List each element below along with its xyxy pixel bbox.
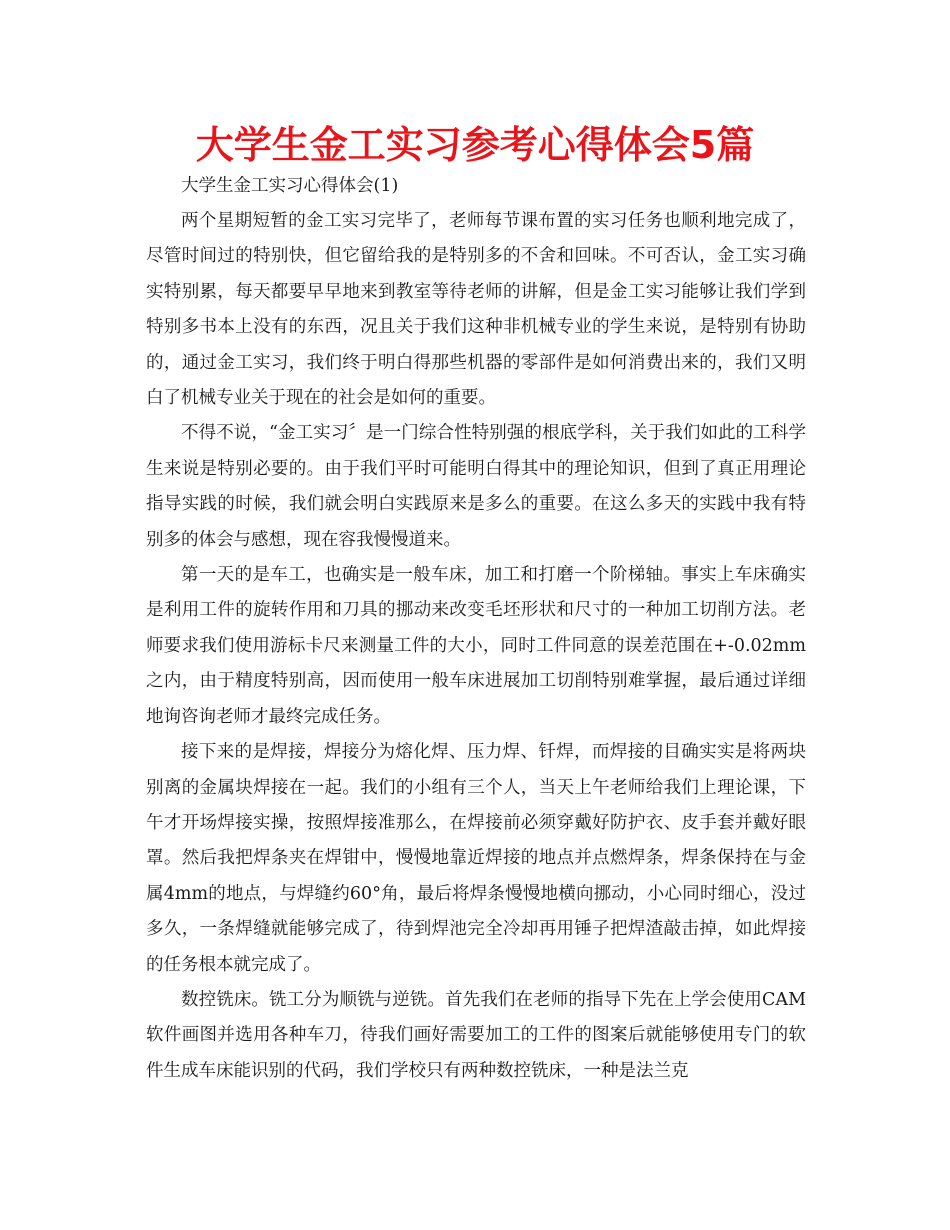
section-subtitle: 大学生金工实习心得体会(1) (181, 176, 399, 196)
paragraph-5: 数控铣床。铣工分为顺铣与逆铣。首先我们在老师的指导下先在上学会使用CAM软件画图并选用各种车刀，待我们画好需要加工的工件的图案后就能够使用专门的软件生成车床能识别的代码，我们学校只有两种数控铣床，一种是法兰克 (146, 989, 806, 1081)
paragraph-4: 接下来的是焊接，焊接分为熔化焊、压力焊、钎焊，而焊接的目确实实是将两块别离的金属块焊接在一起。我们的小组有三个人，当天上午老师给我们上理论课，下午才开场焊接实操，按照焊接准那么，在焊接前必须穿戴好防护衣、皮手套并戴好眼罩。然后我把焊条夹在焊钳中，慢慢地靠近焊接的地点并点燃焊条，焊条保持在与金属4mm的地点，与焊缝约60°角，最后将焊条慢慢地横向挪动，小心同时细心，没过多久，一条焊缝就能够完成了，待到焊池完全冷却再用锤子把焊渣敲击掉，如此焊接的任务根本就完成了。 (146, 742, 806, 975)
paragraph-1: 两个星期短暂的金工实习完毕了，老师每节课布置的实习任务也顺利地完成了，尽管时间过的特别快，但它留给我的是特别多的不舍和回味。不可否认，金工实习确实特别累，每天都要早早地来到教室等待老师的讲解，但是金工实习能够让我们学到特别多书本上没有的东西，况且关于我们这种非机械专业的学生来说，是特别有协助的，通过金工实习，我们终于明白得那些机器的零部件是如何消费出来的，我们又明白了机械专业关于现在的社会是如何的重要。 (146, 211, 806, 409)
paragraph-2: 不得不说，“金工实习〞是一门综合性特别强的根底学科，关于我们如此的工科学生来说是特别必要的。由于我们平时可能明白得其中的理论知识，但到了真正用理论指导实践的时候，我们就会明白实践原来是多么的重要。在这么多天的实践中我有特别多的体会与感想，现在容我慢慢道来。 (146, 423, 806, 550)
paragraph-3: 第一天的是车工，也确实是一般车床，加工和打磨一个阶梯轴。事实上车床确实是利用工件的旋转作用和刀具的挪动来改变毛坯形状和尺寸的一种加工切削方法。老师要求我们使用游标卡尺来测量工件的大小，同时工件同意的误差范围在+-0.02mm之内，由于精度特别高，因而使用一般车床进展加工切削特别难掌握，最后通过详细地询咨询老师才最终完成任务。 (146, 565, 806, 727)
document-body (146, 168, 806, 1089)
document-title: 大学生金工实习参考心得体会5篇 (195, 123, 755, 167)
